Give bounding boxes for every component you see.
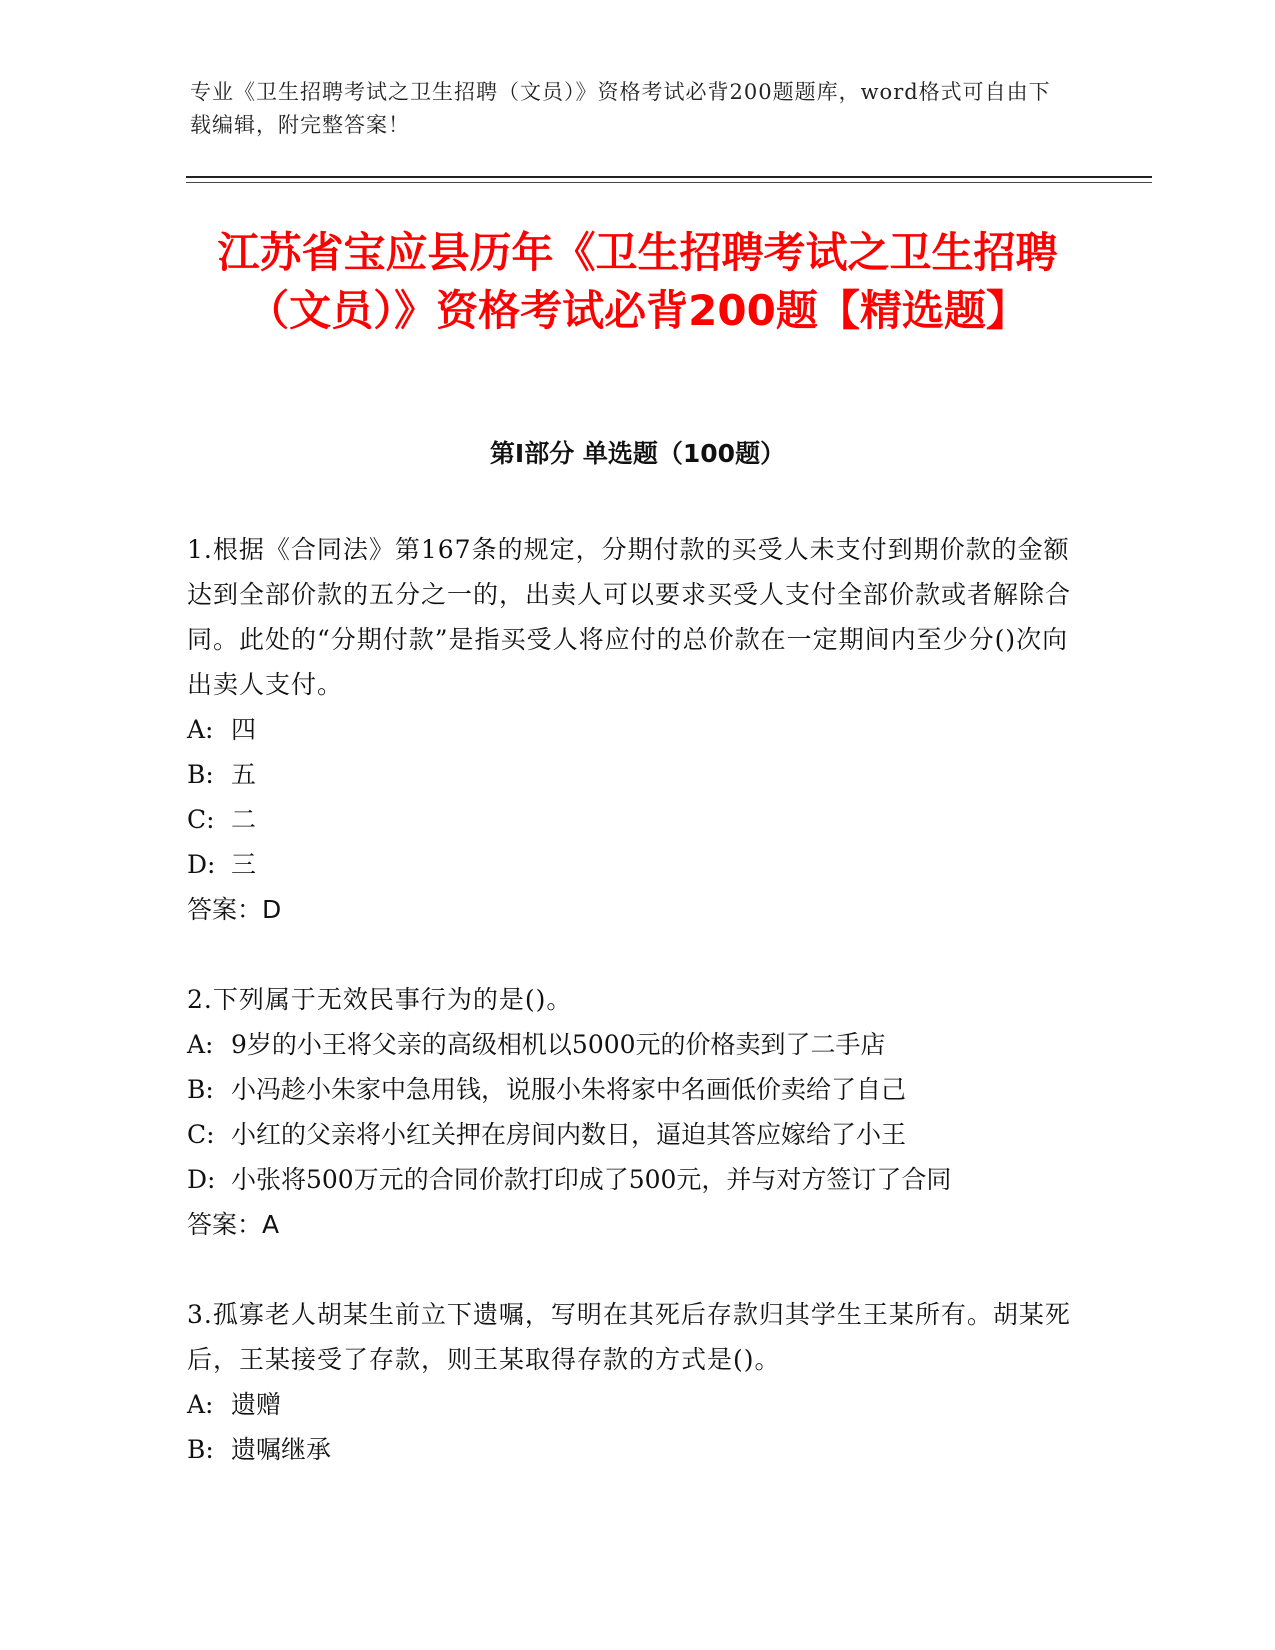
option-text: 遗赠 — [231, 1390, 282, 1419]
option-letter: B: — [187, 1075, 214, 1104]
question-3 — [187, 1292, 1072, 1472]
option-letter: C: — [187, 1120, 215, 1149]
option-text: 遗嘱继承 — [231, 1435, 332, 1464]
option-d — [187, 842, 1072, 887]
option-letter: A: — [187, 1390, 214, 1419]
option-letter: D: — [187, 1165, 216, 1194]
question-spacer — [187, 932, 1072, 977]
option-a — [187, 1382, 1072, 1427]
option-b — [187, 752, 1072, 797]
question-spacer — [187, 1247, 1072, 1292]
option-text: 9岁的小王将父亲的高级相机以5000元的价格卖到了二手店 — [231, 1030, 886, 1059]
question-1 — [187, 527, 1072, 932]
option-text: 小冯趁小朱家中急用钱，说服小朱将家中名画低价卖给了自己 — [231, 1075, 907, 1104]
option-letter: D: — [187, 850, 216, 879]
document-title: 江苏省宝应县历年《卫生招聘考试之卫生招聘（文员）》资格考试必背200题【精选题】 — [217, 228, 1058, 335]
option-letter: A: — [187, 1030, 214, 1059]
answer-line: 答案：D — [187, 895, 282, 924]
header-note: 专业《卫生招聘考试之卫生招聘（文员）》资格考试必背200题题库，word格式可自由下载编辑，附完整答案！ — [190, 80, 1051, 137]
question-stem: 3.孤寡老人胡某生前立下遗嘱，写明在其死后存款归其学生王某所有。胡某死后，王某接受了存款，则王某取得存款的方式是()。 — [187, 1300, 1071, 1374]
option-a — [187, 1022, 1072, 1067]
question-stem: 2.下列属于无效民事行为的是()。 — [187, 985, 573, 1014]
option-letter: C: — [187, 805, 215, 834]
answer-line: 答案：A — [187, 1210, 280, 1239]
option-text: 二 — [231, 805, 257, 834]
option-c — [187, 797, 1072, 842]
option-text: 三 — [231, 850, 257, 879]
option-b — [187, 1427, 1072, 1472]
option-a — [187, 707, 1072, 752]
question-2 — [187, 977, 1072, 1247]
option-letter: B: — [187, 760, 214, 789]
option-text: 小红的父亲将小红关押在房间内数日，逼迫其答应嫁给了小王 — [231, 1120, 907, 1149]
option-c — [187, 1112, 1072, 1157]
option-d — [187, 1157, 1072, 1202]
option-text: 五 — [231, 760, 257, 789]
option-letter: A: — [187, 715, 214, 744]
option-letter: B: — [187, 1435, 214, 1464]
section-title: 第Ⅰ部分 单选题（100题） — [489, 439, 786, 468]
question-stem: 1.根据《合同法》第167条的规定，分期付款的买受人未支付到期价款的金额达到全部价款的五分之一的，出卖人可以要求买受人支付全部价款或者解除合同。此处的“分期付款”是指买受人将应付的总价款在一定期间内至少分()次向出卖人支付。 — [187, 535, 1072, 699]
option-text: 四 — [231, 715, 257, 744]
header-divider-thick — [186, 176, 1152, 178]
option-text: 小张将500万元的合同价款打印成了500元，并与对方签订了合同 — [231, 1165, 952, 1194]
header-divider-thin — [186, 182, 1152, 183]
option-b — [187, 1067, 1072, 1112]
question-list — [187, 527, 1072, 1472]
